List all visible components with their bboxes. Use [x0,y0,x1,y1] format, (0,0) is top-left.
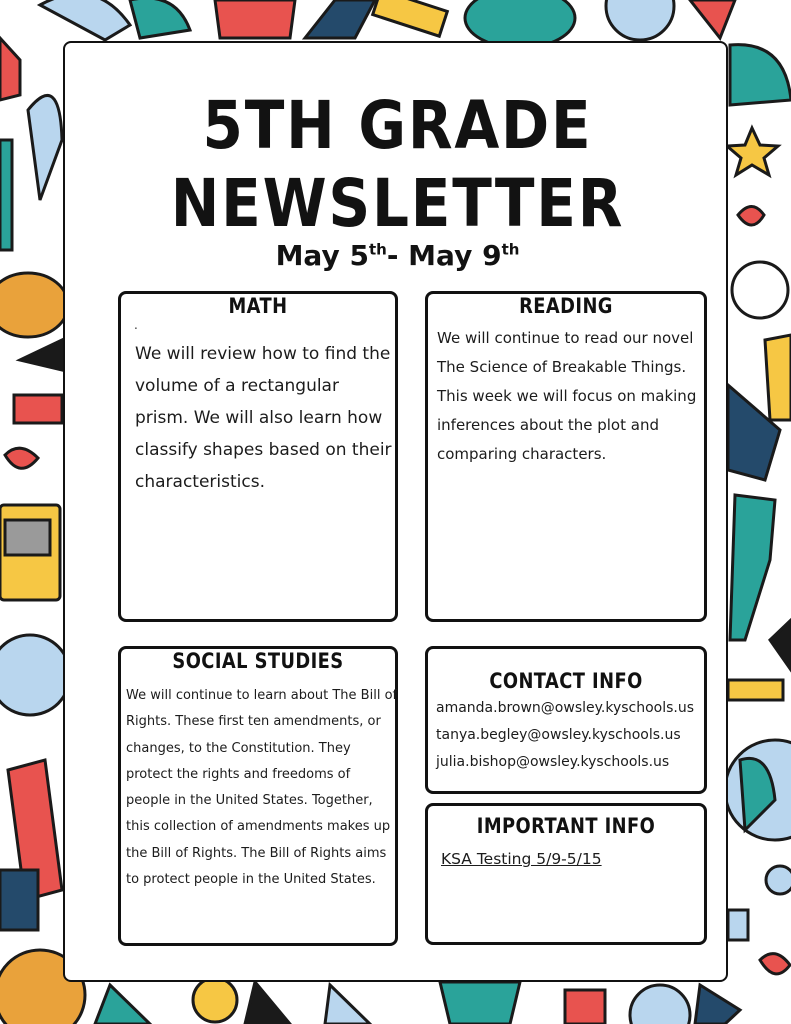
important-item-link[interactable]: KSA Testing 5/9-5/15 [441,850,602,868]
reading-section [425,291,707,622]
title-line-2: NEWSLETTER [170,165,625,242]
title-line-1: 5TH GRADE [202,87,593,164]
reading-body [437,324,709,469]
reading-line: This week we will focus on making [437,387,697,405]
newsletter-card [63,41,728,982]
social-studies-section [118,646,398,946]
date-start: May 5 [275,239,369,272]
date-separator: - May 9 [386,239,502,272]
reading-line: inferences about the plot and [437,416,659,434]
math-bullet: . [134,318,138,332]
reading-heading: READING [519,294,613,318]
social-studies-heading: SOCIAL STUDIES [172,649,344,673]
contact-info-section [425,646,707,794]
reading-line: comparing characters. [437,445,607,463]
reading-line: We will continue to read our novel [437,329,694,347]
math-section [118,291,398,622]
date-end-suffix: th [501,240,520,259]
important-heading: IMPORTANT INFO [476,814,656,838]
contact-email[interactable]: tanya.begley@owsley.kyschools.us [436,727,681,743]
social-studies-body: We will continue to learn about The Bill of Rights. These first ten amendments, or changes, to the Constitution. They protect the rights and freedoms of people in the United States. Together, this collection of amendments makes up the Bill of Rights. The Bill of Rights aims to protect people in the United States. [126,688,398,888]
reading-line: The Science of Breakable Things. [437,358,687,376]
date-start-suffix: th [368,240,387,259]
date-range [65,239,730,272]
contact-emails [436,695,694,776]
contact-heading: CONTACT INFO [489,669,643,693]
contact-email[interactable]: amanda.brown@owsley.kyschools.us [436,700,695,716]
math-body: We will review how to find the volume of a rectangular prism. We will also learn how classify shapes based on their characteristics. [135,344,392,492]
math-heading: MATH [228,294,288,318]
contact-email[interactable]: julia.bishop@owsley.kyschools.us [436,754,670,770]
important-info-section [425,803,707,945]
